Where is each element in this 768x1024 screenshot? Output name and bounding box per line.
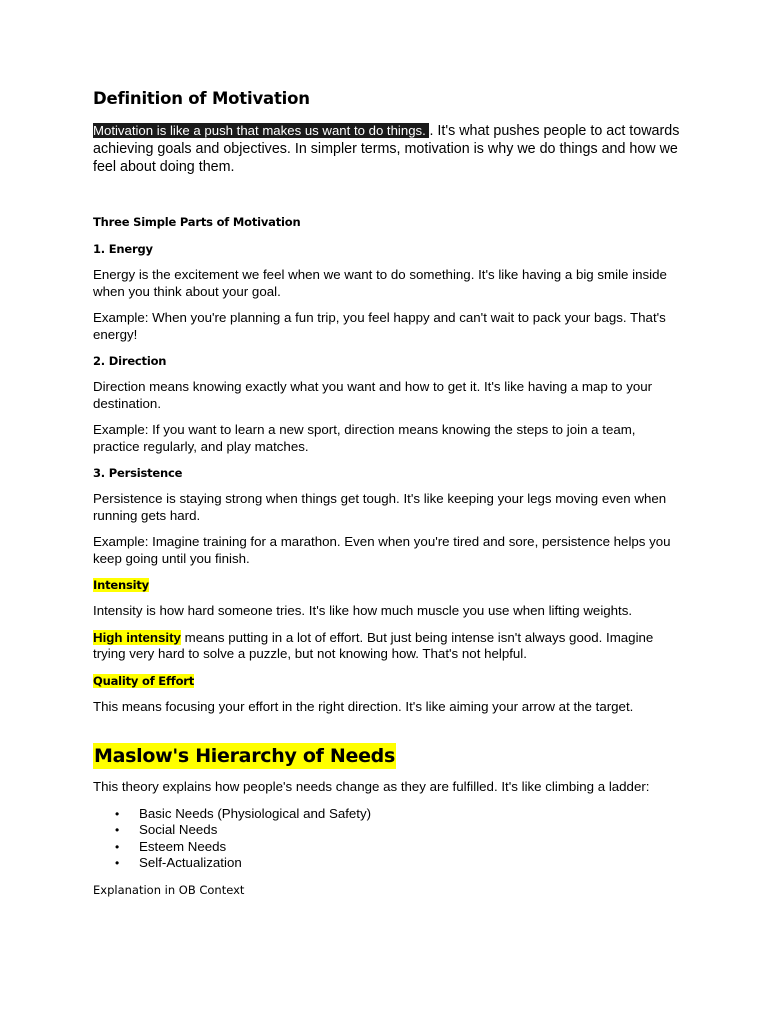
direction-heading: 2. Direction [93, 354, 167, 368]
quality-definition: This means focusing your effort in the right direction. It's like aiming your arrow at the target. [93, 698, 634, 714]
maslow-heading: Maslow's Hierarchy of Needs [94, 745, 395, 767]
intro-highlighted-text: Motivation is like a push that makes us want to do things. [93, 123, 430, 138]
quality-heading [93, 673, 683, 689]
high-intensity-label: High intensity [93, 629, 181, 645]
list-item [93, 806, 683, 823]
document-title: Definition of Motivation [93, 89, 310, 108]
list-item [93, 839, 683, 856]
list-item-text: Social Needs [139, 822, 218, 837]
bullet-icon: • [115, 839, 120, 854]
persistence-heading: 3. Persistence [93, 466, 183, 480]
quality-heading-text: Quality of Effort [93, 673, 195, 688]
list-item-text: Esteem Needs [139, 838, 227, 854]
bullet-icon: • [115, 806, 120, 821]
intensity-definition: Intensity is how hard someone tries. It's like how much muscle you use when lifting weights. [93, 603, 633, 618]
direction-definition: Direction means knowing exactly what you want and how to get it. It's like having a map to your destination. [93, 379, 653, 411]
high-intensity-text: means putting in a lot of effort. But just being intense isn't always good. Imagine trying very hard to solve a puzzle, but not knowing how. That's not helpful. [93, 629, 654, 661]
persistence-example: Example: Imagine training for a marathon. Even when you're tired and sore, persistence helps you keep going until you finish. [93, 534, 671, 566]
intro-text: . It's what pushes people to act towards achieving goals and objectives. In simpler terms, motivation is why we do things and how we feel about doing them. [93, 123, 680, 175]
intensity-heading [93, 577, 683, 593]
list-item [93, 822, 683, 839]
ob-context-heading: Explanation in OB Context [93, 882, 245, 897]
energy-definition: Energy is the excitement we feel when we want to do something. It's like having a big smile inside when you think about your goal. [93, 267, 667, 299]
high-intensity-paragraph [93, 630, 683, 663]
list-item [93, 855, 683, 872]
needs-list [93, 806, 683, 872]
parts-heading: Three Simple Parts of Motivation [93, 215, 301, 229]
document-page [93, 88, 683, 898]
intensity-heading-text: Intensity [93, 578, 149, 592]
list-item-text: Basic Needs (Physiological and Safety) [139, 805, 372, 821]
bullet-icon: • [115, 856, 120, 870]
direction-example: Example: If you want to learn a new sport, direction means knowing the steps to join a team, practice regularly, and play matches. [93, 422, 636, 454]
persistence-definition: Persistence is staying strong when things get tough. It's like keeping your legs moving even when running gets hard. [93, 491, 667, 523]
maslow-intro: This theory explains how people's needs change as they are fulfilled. It's like climbing a ladder: [93, 779, 650, 794]
energy-example: Example: When you're planning a fun trip, you feel happy and can't wait to pack your bags. That's energy! [93, 310, 666, 342]
bullet-icon: • [115, 823, 120, 837]
intro-paragraph [93, 122, 683, 176]
energy-heading: 1. Energy [93, 242, 153, 256]
list-item-text: Self-Actualization [139, 855, 242, 870]
